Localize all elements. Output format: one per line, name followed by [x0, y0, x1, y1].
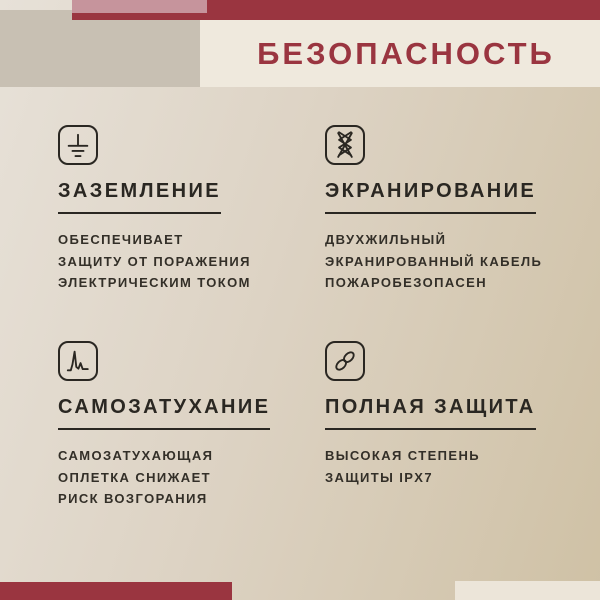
attenuation-curve-icon [58, 341, 98, 381]
deco-bottom-red-rect [0, 582, 232, 600]
description-line: ЭЛЕКТРИЧЕСКИМ ТОКОМ [58, 275, 251, 290]
feature-description [325, 445, 570, 488]
shielded-cable-icon [325, 125, 365, 165]
description-line: ДВУХЖИЛЬНЫЙ [325, 232, 447, 247]
header-title-box [200, 20, 600, 87]
feature-description [58, 229, 293, 294]
ground-icon [58, 125, 98, 165]
feature-title: САМОЗАТУХАНИЕ [58, 397, 270, 430]
deco-bottom-cream-rect [455, 581, 600, 600]
chain-link-icon [325, 341, 365, 381]
description-line: ЭКРАНИРОВАННЫЙ КАБЕЛЬ [325, 253, 543, 269]
feature-self-extinguishing [58, 341, 303, 510]
description-line: РИСК ВОЗГОРАНИЯ [58, 491, 208, 506]
feature-title: ЗАЗЕМЛЕНИЕ [58, 181, 221, 214]
description-line: ОБЕСПЕЧИВАЕТ [58, 232, 184, 247]
feature-shielding [325, 125, 570, 294]
description-line: ЗАЩИТУ ОТ ПОРАЖЕНИЯ [58, 253, 251, 269]
deco-pink-rect [72, 0, 207, 13]
description-line: САМОЗАТУХАЮЩАЯ [58, 448, 214, 463]
page-title: БЕЗОПАСНОСТЬ [257, 35, 555, 71]
feature-title: ПОЛНАЯ ЗАЩИТА [325, 397, 536, 430]
description-line: ПОЖАРОБЕЗОПАСЕН [325, 275, 487, 290]
description-line: ЗАЩИТЫ IPX7 [325, 469, 433, 485]
deco-gray-rect [0, 10, 200, 87]
feature-title: ЭКРАНИРОВАНИЕ [325, 181, 536, 214]
feature-full-protection [325, 341, 570, 488]
description-line: ОПЛЕТКА СНИЖАЕТ [58, 469, 211, 485]
feature-description [325, 229, 570, 294]
feature-grounding [58, 125, 293, 294]
description-line: ВЫСОКАЯ СТЕПЕНЬ [325, 448, 480, 463]
feature-description [58, 445, 303, 510]
